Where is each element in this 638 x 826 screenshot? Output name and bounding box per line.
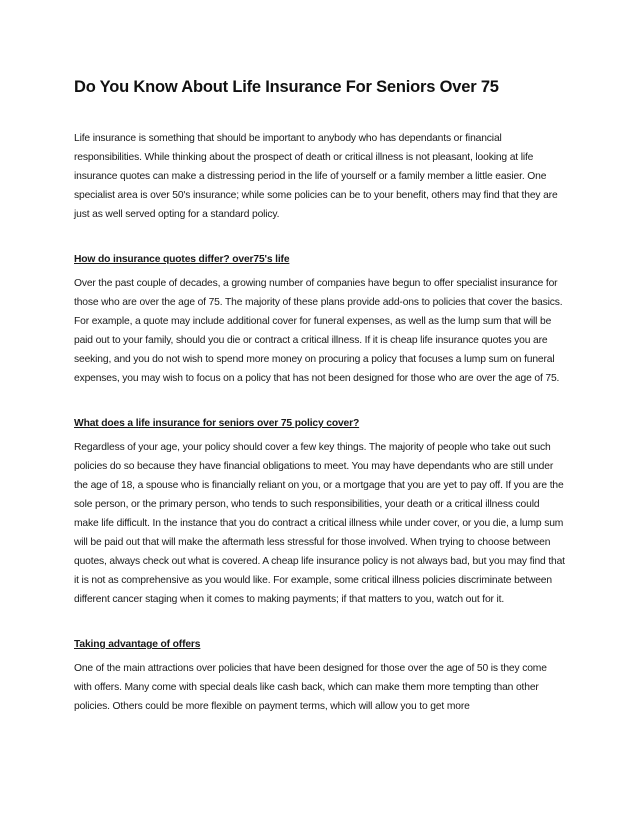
section-heading: Taking advantage of offers bbox=[74, 639, 201, 650]
page-title: Do You Know About Life Insurance For Seniors Over 75 bbox=[74, 78, 499, 96]
document-page bbox=[74, 78, 566, 716]
section-heading: What does a life insurance for seniors over 75 policy cover? bbox=[74, 418, 360, 429]
section-quotes-differ bbox=[74, 254, 566, 388]
section-offers bbox=[74, 639, 566, 716]
section-heading: How do insurance quotes differ? over75's life bbox=[74, 254, 290, 265]
section-body: One of the main attractions over policies that have been designed for those over the age of 50 is they come with offers. Many come with special deals like cash back, which can make them more tempting than other policies. Others could be more flexible on payment terms, which will allow you to get more bbox=[74, 663, 547, 712]
section-policy-cover bbox=[74, 418, 566, 609]
section-body: Over the past couple of decades, a growing number of companies have begun to offer specialist insurance for those who are over the age of 75. The majority of these plans provide add-ons to policies that cover the basics. For example, a quote may include additional cover for funeral expenses, as well as the lump sum that will be paid out to your family, should you die or contract a critical illness. If it is cheap life insurance quotes you are seeking, and you do not wish to spend more money on procuring a policy that focuses a lump sum on funeral expenses, you may wish to focus on a policy that has not been designed for those who are over the age of 75. bbox=[74, 278, 563, 384]
section-body: Regardless of your age, your policy should cover a few key things. The majority of people who take out such policies do so because they have financial obligations to meet. You may have dependants who are still under the age of 18, a spouse who is financially reliant on you, or a mortgage that you are yet to pay off. If you are the sole person, or the primary person, who tends to such responsibilities, your death or a critical illness could make life difficult. In the instance that you do contract a critical illness while under cover, or you die, a lump sum will be paid out that will make the aftermath less stressful for those involved. When trying to choose between quotes, always check out what is covered. A cheap life insurance policy is not always bad, but you may find that it is not as comprehensive as you would like. For example, some critical illness policies discriminate between different cancer staging when it comes to making payments; if that matters to you, watch out for it. bbox=[74, 442, 565, 605]
intro-paragraph: Life insurance is something that should be important to anybody who has dependants or financial responsibilities. While thinking about the prospect of death or critical illness is not pleasant, looking at life insurance quotes can make a distressing period in the life of yourself or a family member a little easier. One specialist area is over 50's insurance; while some policies can be to your benefit, others may find that they are just as well served opting for a standard policy. bbox=[74, 133, 558, 220]
